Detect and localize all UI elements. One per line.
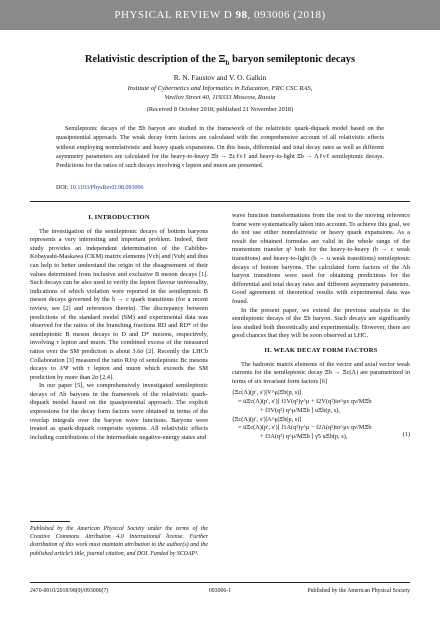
authors: R. N. Faustov and V. O. Galkin bbox=[173, 73, 267, 82]
equation-line: ⟨Ξc(Λ)(p′, s′)|A^μ|Ξb(p, s)⟩ bbox=[232, 415, 302, 423]
footer-issn: 2470-0010/2018/98(9)/093006(7) bbox=[30, 588, 109, 594]
doi-line bbox=[56, 185, 143, 191]
intro-paragraph-4: In the present paper, we extend the previous analysis to the semileptonic decays of the Ξb baryon. Such decays are significantly less studied both theoretically and experimentally. However, there are good chances that they will be soon observed at LHC. bbox=[232, 306, 410, 340]
journal-year: (2018) bbox=[293, 9, 326, 21]
footer-divider bbox=[30, 582, 410, 583]
left-column bbox=[30, 212, 208, 442]
doi-link[interactable]: 10.1103/PhysRevD.98.093006 bbox=[69, 185, 144, 191]
footer-publisher: Published by the American Physical Society bbox=[307, 588, 410, 594]
affiliation-line-2: Vavilov Street 40, 119333 Moscow, Russia bbox=[164, 94, 276, 101]
affiliation bbox=[0, 84, 440, 102]
intro-paragraph-2: In our paper [5], we comprehensively investigated semileptonic decays of Λb baryons in the framework of the relativistic quark-diquark model based on the quasipotential approach. The explicit expressions for the decay form factors were obtained in terms of the overlap integrals over the baryon wave functions. Baryons were treated as quark-diquark composite systems. All relativistic effects including contributions of the intermediate negative-energy states and bbox=[30, 382, 208, 441]
footnote-divider bbox=[30, 521, 70, 522]
equation-line: + f3V(q²) q^μ/MΞb ] uΞb(p, s), bbox=[260, 406, 340, 414]
journal-volume: 98 bbox=[235, 9, 248, 21]
section-heading-introduction: I. INTRODUCTION bbox=[88, 214, 150, 221]
footer-page-number: 093006-1 bbox=[208, 588, 232, 594]
doi-label: DOI: bbox=[56, 185, 69, 191]
intro-paragraph-1: The investigation of the semileptonic decays of bottom baryons represents a very interesting and important problem. Indeed, their study provides an independent determination of the Cabibbo-Kobayashi-Maskawa (CKM) matrix elements |Vcb| and |Vub| and thus can help to better understand the origin of the disagreement of their values determined from inclusive and exclusive B meson decays [1]. Such decays can be also used to verify the lepton flavour universality, indications of which violation were reported in the semileptonic B meson decays governed by the b → c quark transitions (for a recent review, see [2] and references therein). The discrepancy between predictions of the standard model (SM) and experimental data was observed for the ratios of the branching fractions RD and RD* of the semileptonic B meson decays to D and D* mesons, respectively, involving τ lepton and muon. The combined excess of the measured ratios over the SM prediction is about 3.6σ [2]. Recently the LHCb Collaboration [3] measured the ratio RJ/ψ of semileptonic Bc mesons decays to J/Ψ with τ lepton and muon which exceeds the SM prediction by more than 2σ [2,4]. bbox=[30, 227, 208, 381]
equation-1 bbox=[232, 389, 410, 442]
equation-line: = ūΞc(Λ)(p′, s′)[ f1A(q²)γ^μ − f2A(q²)iσ^μν qν/MΞb bbox=[238, 424, 372, 432]
form-factor-paragraph: The hadronic matrix elements of the vector and axial vector weak currents for the semileptonic decay Ξb → Ξc(Λ) are parametrized in terms of six invariant form factors [6] bbox=[232, 360, 410, 385]
paper-title: Relativistic description of the $\Xi_b$ baryon semileptonic decays bbox=[84, 54, 356, 68]
abstract: Semileptonic decays of the Ξb baryon are studied in the framework of the relativistic quark-diquark model based on the quasipotential approach. The weak decay form factors are calculated with the comprehensive account of all relativistic effects without employing nonrelativistic and heavy quark expansions. On this basis, differential and total decay rates as well as different asymmetry parameters are calculated for the heavy-to-heavy Ξb → Ξcℓνℓ and heavy-to-light Ξb → Λℓνℓ semileptonic decays. Predictions for the ratios of such decays involving τ lepton and muon are presented. bbox=[56, 125, 384, 170]
intro-paragraph-3: wave function transformations from the rest to the moving reference frame were systematically taken into account. To achieve this goal, we do not use either nonrelativistic or heavy quark expansions. As a result the obtained formulas are valid in the whole range of the momentum transfer q² both for the heavy-to-heavy (b → c weak transitions) and heavy-to-light (b → u weak transitions) semileptonic decays of bottom baryons. The calculated form factors of the Λb baryon transitions were used for obtaining predictions for the differential and total decay rates and different asymmetry parameters. Good agreement of theoretical results with experimental data was found. bbox=[232, 212, 410, 305]
article-number: 093006 bbox=[254, 9, 291, 21]
equation-line: ⟨Ξc(Λ)(p′, s′)|V^μ|Ξb(p, s)⟩ bbox=[232, 389, 302, 397]
abstract-divider bbox=[30, 201, 410, 202]
equation-line: = ūΞc(Λ)(p′, s′)[ f1V(q²)γ^μ + f2V(q²)iσ^μν qν/MΞb bbox=[238, 398, 372, 406]
equation-number: (1) bbox=[402, 431, 410, 439]
license-footnote: Published by the American Physical Society under the terms of the Creative Commons Attribution 4.0 International license. Further distribution of this work must maintain attribution to the author(s) and the published article’s title, journal citation, and DOI. Funded by SCOAP³. bbox=[30, 526, 208, 557]
section-heading-form-factors: II. WEAK DECAY FORM FACTORS bbox=[264, 346, 378, 354]
journal-name: PHYSICAL REVIEW D bbox=[114, 9, 233, 21]
received-dates: (Received 8 October 2018; published 21 November 2018) bbox=[146, 106, 294, 113]
right-column bbox=[232, 212, 410, 442]
equation-line: + f3A(q²) q^μ/MΞb ] γ5 uΞb(p, s), bbox=[260, 433, 348, 441]
journal-header: PHYSICAL REVIEW D 98, 093006 (2018) bbox=[114, 9, 326, 21]
affiliation-line-1: Institute of Cybernetics and Informatics in Education, FRC CSC RAS, bbox=[127, 85, 313, 92]
